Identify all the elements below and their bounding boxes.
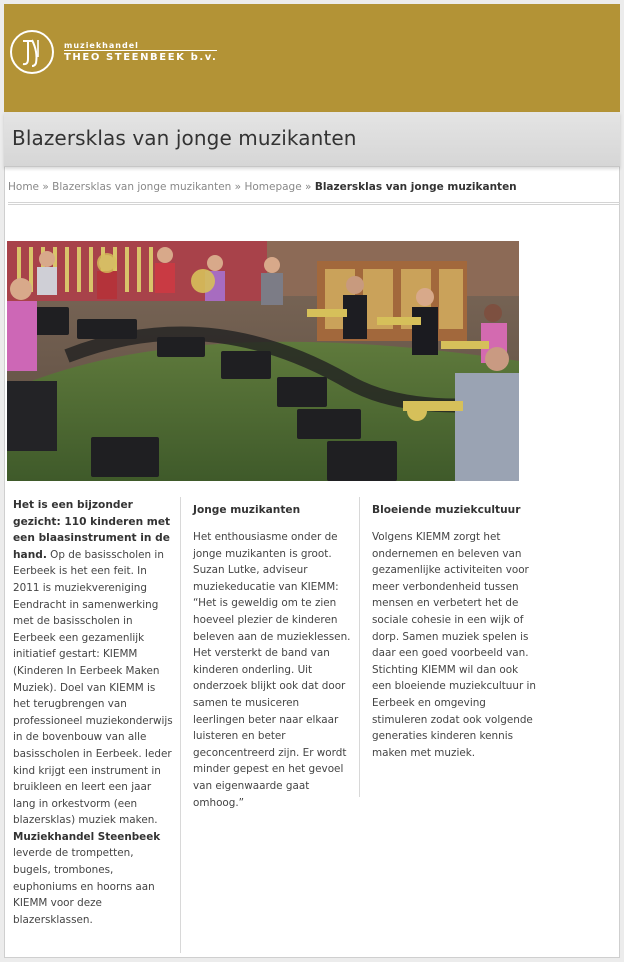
breadcrumb <box>8 181 517 193</box>
divider <box>8 202 620 205</box>
brand-name[interactable] <box>64 41 217 64</box>
intro-lead: Het is een bijzonder gezicht: 110 kinderen met een blaasinstrument in de hand. <box>13 499 171 561</box>
breadcrumb-separator: » <box>234 181 242 193</box>
title-bar <box>4 112 620 167</box>
intro-text: Op de basisscholen in Eerbeek is het een feit. In 2011 is muziekvereniging Eendracht in samenwerking met de basisscholen in Eerbeek een gezamenlijk initiatief gestart: KIEMM (Kinderen In Eerbeek Maken Muziek). Doel van KIEMM is het terugbrengen van professioneel muziekonderwijs in de bovenbouw van alle basisscholen in Eerbeek. Ieder kind krijgt een instrument in bruikleen en leert een jaar lang in orkestvorm (een blazersklas) muziek maken. <box>13 548 173 827</box>
breadcrumb-current: Blazersklas van jonge muzikanten <box>314 181 517 193</box>
column-divider <box>359 497 360 797</box>
section-heading: Bloeiende muziekcultuur <box>372 504 521 516</box>
children-playing-brass-instruments-photo <box>7 241 519 481</box>
column-jonge-muzikanten <box>193 497 353 811</box>
column-divider <box>180 497 181 953</box>
column-intro <box>13 497 173 928</box>
page-title: Blazersklas van jonge muzikanten <box>12 126 357 150</box>
breadcrumb-separator: » <box>305 181 312 193</box>
intro-text-continued: leverde de trompetten, bugels, trombones, euphoniums en hoorns aan KIEMM voor deze blazersklassen. <box>13 847 155 926</box>
brand-small: muziekhandel <box>64 41 139 50</box>
section-heading: Jonge muzikanten <box>193 504 301 516</box>
music-note-logo-icon[interactable] <box>10 30 54 74</box>
site-header <box>4 4 620 112</box>
intro-paragraph <box>13 497 173 928</box>
supplier-name: Muziekhandel Steenbeek <box>13 830 161 843</box>
breadcrumb-home[interactable]: Home <box>8 181 40 193</box>
breadcrumb-blazersklas[interactable]: Blazersklas van jonge muzikanten <box>52 181 232 193</box>
section-text: Volgens KIEMM zorgt het ondernemen en beleven van gezamenlijke activiteiten voor meer verbondenheid tussen mensen en verbetert het de sociale cohesie in een wijk of dorp. Samen muziek spelen is daar een goed voorbeeld van. Stichting KIEMM wil dan ook een bloeiende muziekcultuur in Eerbeek en omgeving stimuleren zodat ook volgende generaties kinderen kennis maken met muziek. <box>372 531 536 759</box>
breadcrumb-separator: » <box>42 181 49 193</box>
brand-big: THEO STEENBEEK b.v. <box>64 52 218 63</box>
column-bloeiende-muziekcultuur <box>372 497 537 761</box>
section-text: Het enthousiasme onder de jonge muzikanten is groot. Suzan Lutke, adviseur muziekeducatie van KIEMM: “Het is geweldig om te zien hoeveel plezier de kinderen beleven aan de muzieklessen. Het versterkt de band van kinderen onderling. Uit onderzoek blijkt ook dat door samen te musiceren leerlingen beter naar elkaar luisteren en beter geconcentreerd zijn. Er wordt minder gepest en het gevoel van eigenwaarde gaat omhoog.” <box>193 531 351 809</box>
breadcrumb-homepage[interactable]: Homepage <box>244 181 302 193</box>
